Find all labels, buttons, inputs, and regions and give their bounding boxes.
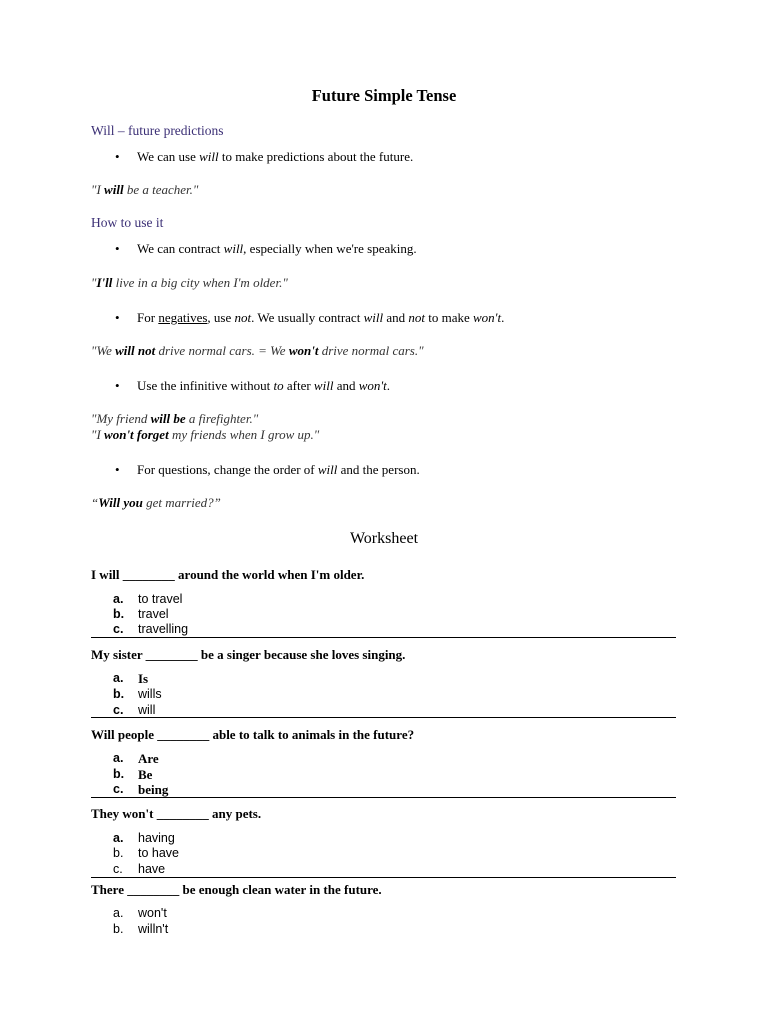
question-5: There ________ be enough clean water in the future. [91,882,382,897]
option-text: travelling [138,622,189,636]
option-letter: a. [113,831,124,845]
option-text: being [138,782,169,797]
option-text: have [138,862,166,876]
option-text: wills [138,687,162,701]
bullet-negatives: For negatives, use not. We usually contract will and not to make won't. [137,310,505,325]
bullet-icon: • [115,149,120,164]
option-text: Be [138,767,153,782]
option-letter: b. [113,767,125,781]
bullet-icon: • [115,310,120,325]
bullet-questions: For questions, change the order of will and the person. [137,462,420,477]
bullet-icon: • [115,462,120,477]
option-letter: c. [113,782,124,796]
option-letter: c. [113,703,124,717]
bullet-contract: We can contract will, especially when we're speaking. [137,241,417,256]
option-letter: a. [113,592,124,606]
option-text: willn't [138,922,169,936]
option-letter: a. [113,671,124,685]
question-2: My sister ________ be a singer because she loves singing. [91,647,406,662]
question-3: Will people ________ able to talk to animals in the future? [91,727,415,742]
bullet-predictions: We can use will to make predictions about the future. [137,149,414,164]
option-text: won't [138,906,167,920]
option-text: to have [138,846,180,860]
example-teacher: "I will be a teacher." [91,182,199,197]
page-title: Future Simple Tense [311,86,457,105]
option-letter: c. [113,622,124,636]
example-normal-cars: "We will not drive normal cars. = We won't drive normal cars." [91,343,424,358]
option-text: will [138,703,156,717]
worksheet-title: Worksheet [349,530,419,547]
divider [91,717,676,718]
bullet-icon: • [115,378,120,393]
option-letter: a. [113,751,124,765]
option-text: Are [138,751,159,766]
divider [91,797,676,798]
example-big-city: "I'll live in a big city when I'm older." [91,275,288,290]
section-heading-predictions: Will – future predictions [91,123,224,138]
option-letter: a. [113,906,124,920]
negatives-link[interactable]: negatives [158,310,208,325]
question-4: They won't ________ any pets. [91,806,262,821]
divider [91,877,676,878]
bullet-infinitive: Use the infinitive without to after will and won't. [137,378,391,393]
option-letter: b. [113,846,124,860]
option-text: travel [138,607,169,621]
option-text: to travel [138,592,183,606]
bullet-icon: • [115,241,120,256]
option-letter: b. [113,607,125,621]
option-letter: b. [113,687,125,701]
section-heading-how-to: How to use it [91,215,164,230]
option-letter: c. [113,862,123,876]
question-1: I will ________ around the world when I'm older. [91,567,365,582]
option-letter: b. [113,922,124,936]
divider [91,637,676,638]
option-text: having [138,831,175,845]
example-married: “Will you get married?” [91,495,221,510]
example-grow-up: "I won't forget my friends when I grow up." [91,427,320,442]
option-text: Is [138,671,149,686]
example-firefighter: "My friend will be a firefighter." [91,411,259,426]
